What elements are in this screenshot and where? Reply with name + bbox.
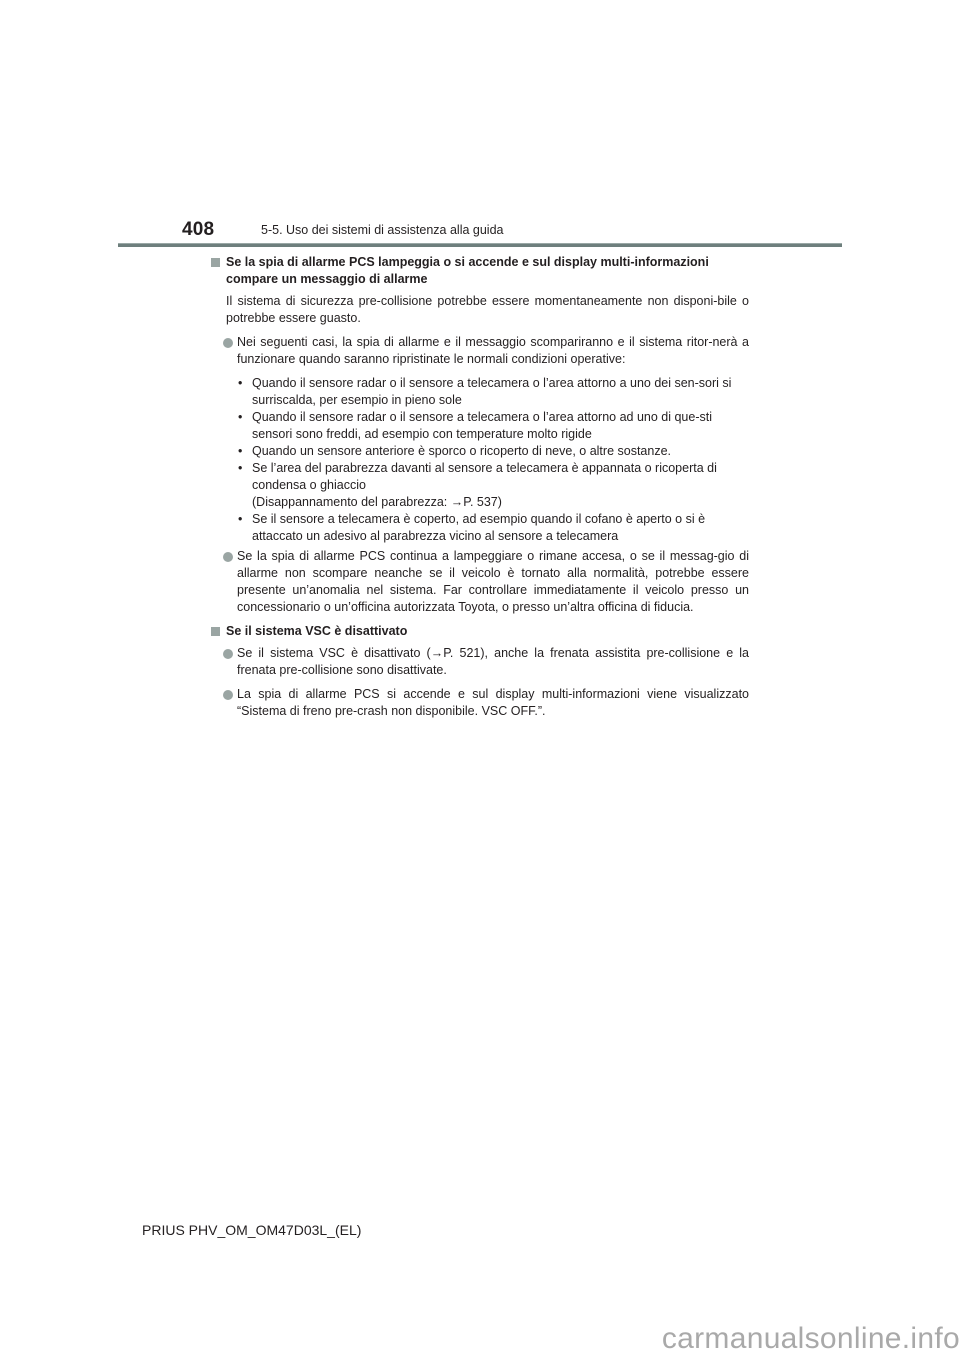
circle-bullet-icon — [223, 338, 233, 348]
dot-bullet-icon: • — [238, 376, 243, 390]
sub-item-text: Quando il sensore radar o il sensore a telecamera o l’area attorno a uno dei sen-sori si surriscalda, per esempio in pieno sole — [252, 376, 732, 407]
page-reference-link[interactable]: (Disappannamento del parabrezza: →P. 537) — [252, 495, 502, 509]
sub-item-text: Se l’area del parabrezza davanti al sensore a telecamera è appannata o ricoperta di condensa o ghiaccio — [252, 461, 717, 492]
list-item — [211, 645, 749, 679]
list-item — [211, 334, 749, 368]
intro-paragraph: Il sistema di sicurezza pre-collisione potrebbe essere momentaneamente non disponi-bile o potrebbe essere guasto. — [226, 294, 749, 325]
heading-text: Se la spia di allarme PCS lampeggia o si accende e sul display multi-informazioni compare un messaggio di allarme — [226, 255, 709, 286]
heading-text: Se il sistema VSC è disattivato — [226, 624, 408, 638]
square-bullet-icon — [211, 627, 220, 636]
list-item-text: Se la spia di allarme PCS continua a lampeggiare o rimane accesa, o se il messag-gio di allarme non scompare neanche se il veicolo è tornato alla normalità, potrebbe essere presente un’anomalia nel sistema. Far controllare immediatamente il veicolo presso un concessionario o un’officina autorizzata Toyota, o presso un’altra officina di fiducia. — [237, 549, 749, 614]
section-heading — [211, 623, 749, 640]
dot-bullet-icon: • — [238, 461, 243, 475]
sub-list-item — [211, 443, 749, 460]
section-title: 5-5. Uso dei sistemi di assistenza alla guida — [261, 223, 504, 237]
list-item-text: Se il sistema VSC è disattivato (→P. 521), anche la frenata assistita pre-collisione e la frenata pre-collisione sono disattivate. — [237, 646, 749, 677]
circle-bullet-icon — [223, 690, 233, 700]
page-number: 408 — [182, 219, 215, 240]
list-item-text: La spia di allarme PCS si accende e sul display multi-informazioni viene visualizzato “Sistema di freno pre-crash non disponibile. VSC OFF.”. — [237, 687, 749, 718]
sub-list-item — [211, 375, 749, 409]
sub-item-text: Se il sensore a telecamera è coperto, ad esempio quando il cofano è aperto o si è attaccato un adesivo al parabrezza vicino al sensore a telecamera — [252, 512, 706, 543]
square-bullet-icon — [211, 258, 220, 267]
sub-item-text: Quando un sensore anteriore è sporco o ricoperto di neve, o altre sostanze. — [252, 444, 672, 458]
dot-bullet-icon: • — [238, 410, 243, 424]
dot-bullet-icon: • — [238, 444, 243, 458]
document-code: PRIUS PHV_OM_OM47D03L_(EL) — [142, 1222, 362, 1238]
sub-item-text: Quando il sensore radar o il sensore a telecamera o l’area attorno ad uno di que-sti sensori sono freddi, ad esempio con temperature molto rigide — [252, 410, 712, 441]
sub-list-item — [211, 409, 749, 443]
header-rule — [118, 243, 842, 247]
list-item — [211, 686, 749, 720]
page-content — [211, 254, 749, 727]
circle-bullet-icon — [223, 552, 233, 562]
section-heading — [211, 254, 749, 288]
sub-list-item — [211, 460, 749, 511]
circle-bullet-icon — [223, 649, 233, 659]
sub-list — [211, 375, 749, 545]
watermark-link[interactable]: carmanualsonline.info — [661, 1322, 960, 1355]
dot-bullet-icon: • — [238, 512, 243, 526]
list-item-text: Nei seguenti casi, la spia di allarme e il messaggio scompariranno e il sistema ritor-nerà a funzionare quando saranno ripristinate le normali condizioni operative: — [237, 335, 749, 366]
sub-list-item — [211, 511, 749, 545]
list-item — [211, 548, 749, 616]
